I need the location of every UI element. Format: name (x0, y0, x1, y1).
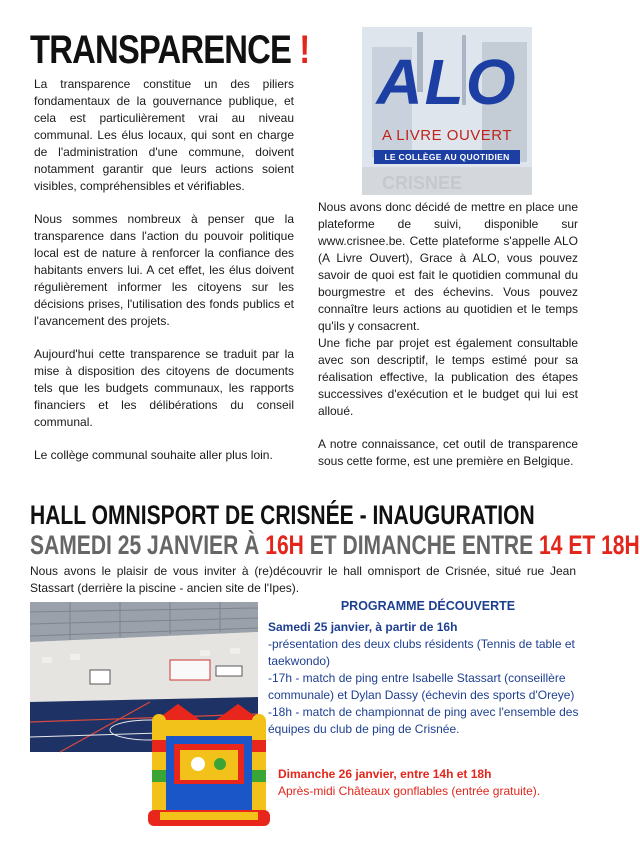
alo-logo-subtitle: A LIVRE OUVERT (381, 127, 513, 144)
sunday-section (278, 766, 578, 800)
hall-date-line (30, 530, 640, 561)
programme-item: -18h - match de championnat de ping avec l'ensemble des équipes du club de ping de Crisnée. (268, 705, 579, 736)
saturday-heading: Samedi 25 janvier, à partir de 16h (268, 620, 458, 634)
alo-logo (362, 27, 532, 195)
hall-title: HALL OMNISPORT DE CRISNÉE - INAUGURATION (30, 500, 535, 530)
time-2: 14 ET 18H (539, 530, 640, 560)
paragraph: A notre connaissance, cet outil de transparence sous cette forme, est une première en Belgique. (318, 437, 578, 468)
bouncy-castle-image (148, 700, 270, 826)
svg-text:CRISNEE: CRISNEE (382, 173, 463, 193)
programme-item: -17h - match de ping entre Isabelle Stassart (conseillère communale) et Dylan Dassy (échevin des sports d'Oreye) (268, 671, 575, 702)
transparence-title (30, 28, 309, 73)
paragraph: Aujourd'hui cette transparence se traduit par la mise à disposition des citoyens de documents tels que les budgets communaux, les rapports financiers et les délibérations du conseil communal. (34, 347, 294, 429)
alo-logo-text: ALO (376, 46, 518, 118)
exclamation-mark: ! (299, 28, 310, 72)
right-column (318, 199, 578, 470)
transparence-title-text: TRANSPARENCE (30, 28, 292, 72)
time-1: 16H (265, 530, 304, 560)
hall-intro: Nous avons le plaisir de vous inviter à (re)découvrir le hall omnisport de Crisnée, situé rue Jean Stassart (derrière la piscine - ancien site de l'Ipes). (30, 564, 576, 595)
programme-item: -présentation des deux clubs résidents (Tennis de table et taekwondo) (268, 637, 575, 668)
programme-title: PROGRAMME DÉCOUVERTE (340, 599, 516, 613)
paragraph: Une fiche par projet est également consultable avec son descriptif, le temps estimé pour sa réalisation effective, la publication des étapes successives d'exécution et le budget qui lui est alloué. (318, 336, 578, 418)
paragraph: La transparence constitue un des piliers fondamentaux de la gouvernance publique, et cela est particulièrement vrai au niveau communal. Les élus locaux, qui sont en charge de l'administration d'une commune, doivent notamment garantir que leurs actions soient visibles, compréhensibles et vérifiables. (34, 77, 294, 193)
paragraph: Le collège communal souhaite aller plus loin. (34, 448, 273, 462)
sunday-heading: Dimanche 26 janvier, entre 14h et 18h (278, 767, 492, 781)
date-part-1: SAMEDI 25 JANVIER À (30, 530, 266, 560)
date-part-2: ET DIMANCHE ENTRE (303, 530, 540, 560)
programme-section (268, 598, 588, 738)
paragraph: Nous sommes nombreux à penser que la transparence dans l'action du pouvoir politique local est de nature à renforcer la confiance des habitants envers lui. A cet effet, les élus doivent régulièrement informer les citoyens sur les décisions prises, l'utilisation des fonds publics et l'avancement des projets. (34, 212, 294, 328)
paragraph: Nous avons donc décidé de mettre en place une plateforme de suivi, disponible sur www.crisnee.be. Cette plateforme s'appelle ALO (A Livre Ouvert), Grace à ALO, vous pouvez savoir de quoi est fait le quotidien communal du bourgmestre et des échevins. Vous pouvez connaître leurs actions au quotidien et le temps qu'ils y consacrent. (318, 200, 578, 333)
alo-logo-tagline: LE COLLÈGE AU QUOTIDIEN (374, 150, 520, 164)
sunday-text: Après-midi Châteaux gonflables (entrée gratuite). (278, 784, 541, 798)
left-column (34, 76, 294, 464)
